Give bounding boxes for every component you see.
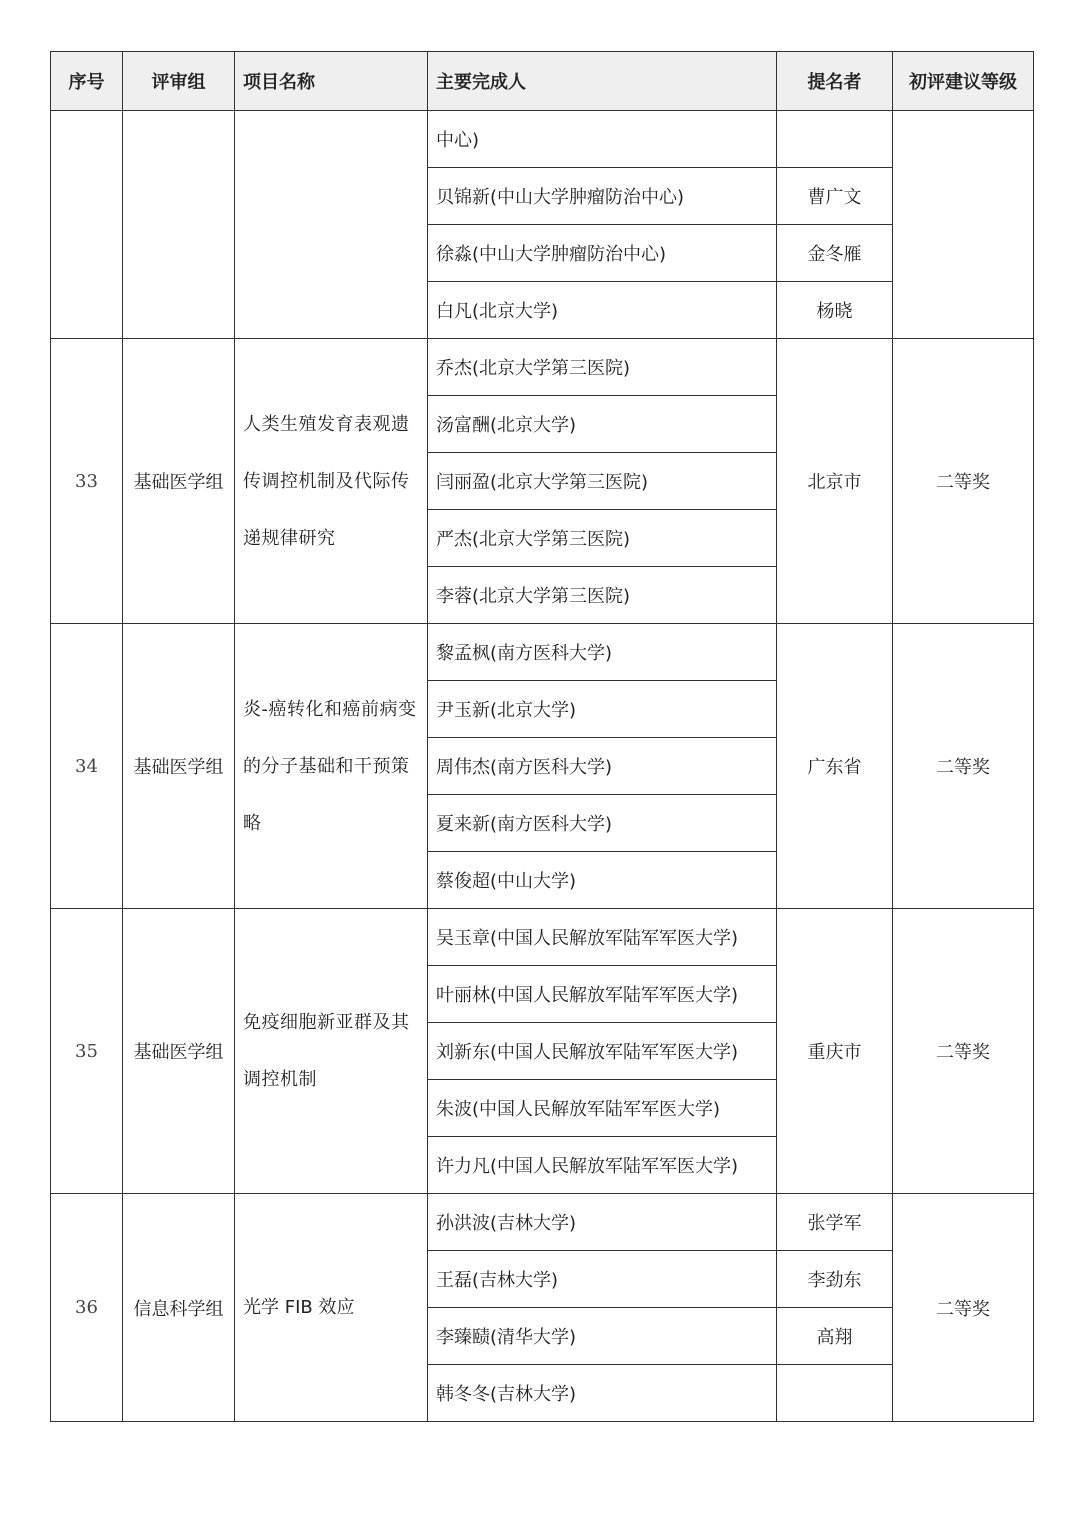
person-cell: 许力凡(中国人民解放军陆军军医大学) <box>428 1137 777 1194</box>
nominator-cell: 杨晓 <box>777 282 893 339</box>
person-cell: 白凡(北京大学) <box>428 282 777 339</box>
group-cell: 基础医学组 <box>123 339 235 624</box>
project-cell: 免疫细胞新亚群及其调控机制 <box>235 909 428 1194</box>
person-cell: 汤富酬(北京大学) <box>428 396 777 453</box>
group-cell: 信息科学组 <box>123 1194 235 1422</box>
header-nominator: 提名者 <box>777 52 893 111</box>
nominator-cell: 曹广文 <box>777 168 893 225</box>
person-cell: 周伟杰(南方医科大学) <box>428 738 777 795</box>
person-cell: 徐淼(中山大学肿瘤防治中心) <box>428 225 777 282</box>
nominator-cell: 广东省 <box>777 624 893 909</box>
person-cell: 李蓉(北京大学第三医院) <box>428 567 777 624</box>
nominator-cell: 重庆市 <box>777 909 893 1194</box>
person-cell: 严杰(北京大学第三医院) <box>428 510 777 567</box>
grade-cell: 二等奖 <box>893 909 1034 1194</box>
table-row <box>51 1194 1034 1251</box>
person-cell: 吴玉章(中国人民解放军陆军军医大学) <box>428 909 777 966</box>
person-cell: 叶丽林(中国人民解放军陆军军医大学) <box>428 966 777 1023</box>
person-cell: 黎孟枫(南方医科大学) <box>428 624 777 681</box>
nominator-cell: 北京市 <box>777 339 893 624</box>
person-cell: 尹玉新(北京大学) <box>428 681 777 738</box>
index-cell: 36 <box>51 1194 123 1422</box>
person-cell: 蔡俊超(中山大学) <box>428 852 777 909</box>
nominator-cell: 金冬雁 <box>777 225 893 282</box>
nominator-cell <box>777 111 893 168</box>
table-row <box>51 909 1034 966</box>
person-cell: 乔杰(北京大学第三医院) <box>428 339 777 396</box>
award-table <box>50 51 1034 1422</box>
person-cell: 李臻赜(清华大学) <box>428 1308 777 1365</box>
nominator-cell: 高翔 <box>777 1308 893 1365</box>
cont-grade-cell <box>893 111 1034 339</box>
table-row <box>51 339 1034 396</box>
person-cell: 韩冬冬(吉林大学) <box>428 1365 777 1422</box>
index-cell: 35 <box>51 909 123 1194</box>
person-cell: 夏来新(南方医科大学) <box>428 795 777 852</box>
table-row <box>51 624 1034 681</box>
nominator-cell: 张学军 <box>777 1194 893 1251</box>
header-persons: 主要完成人 <box>428 52 777 111</box>
person-cell: 中心) <box>428 111 777 168</box>
header-group: 评审组 <box>123 52 235 111</box>
header-project: 项目名称 <box>235 52 428 111</box>
person-cell: 朱波(中国人民解放军陆军军医大学) <box>428 1080 777 1137</box>
header-row <box>51 52 1034 111</box>
project-cell: 炎-癌转化和癌前病变的分子基础和干预策略 <box>235 624 428 909</box>
person-cell: 刘新东(中国人民解放军陆军军医大学) <box>428 1023 777 1080</box>
project-cell: 人类生殖发育表观遗传调控机制及代际传递规律研究 <box>235 339 428 624</box>
person-cell: 孙洪波(吉林大学) <box>428 1194 777 1251</box>
group-cell: 基础医学组 <box>123 909 235 1194</box>
grade-cell: 二等奖 <box>893 1194 1034 1422</box>
index-cell: 33 <box>51 339 123 624</box>
nominator-cell: 李劲东 <box>777 1251 893 1308</box>
person-cell: 贝锦新(中山大学肿瘤防治中心) <box>428 168 777 225</box>
header-index: 序号 <box>51 52 123 111</box>
person-cell: 王磊(吉林大学) <box>428 1251 777 1308</box>
group-cell: 基础医学组 <box>123 624 235 909</box>
project-cell: 光学 FIB 效应 <box>235 1194 428 1422</box>
grade-cell: 二等奖 <box>893 624 1034 909</box>
index-cell: 34 <box>51 624 123 909</box>
cont-index-cell <box>51 111 123 339</box>
cont-group-cell <box>123 111 235 339</box>
table-row <box>51 111 1034 168</box>
cont-project-cell <box>235 111 428 339</box>
person-cell: 闫丽盈(北京大学第三医院) <box>428 453 777 510</box>
nominator-cell <box>777 1365 893 1422</box>
header-grade: 初评建议等级 <box>893 52 1034 111</box>
grade-cell: 二等奖 <box>893 339 1034 624</box>
